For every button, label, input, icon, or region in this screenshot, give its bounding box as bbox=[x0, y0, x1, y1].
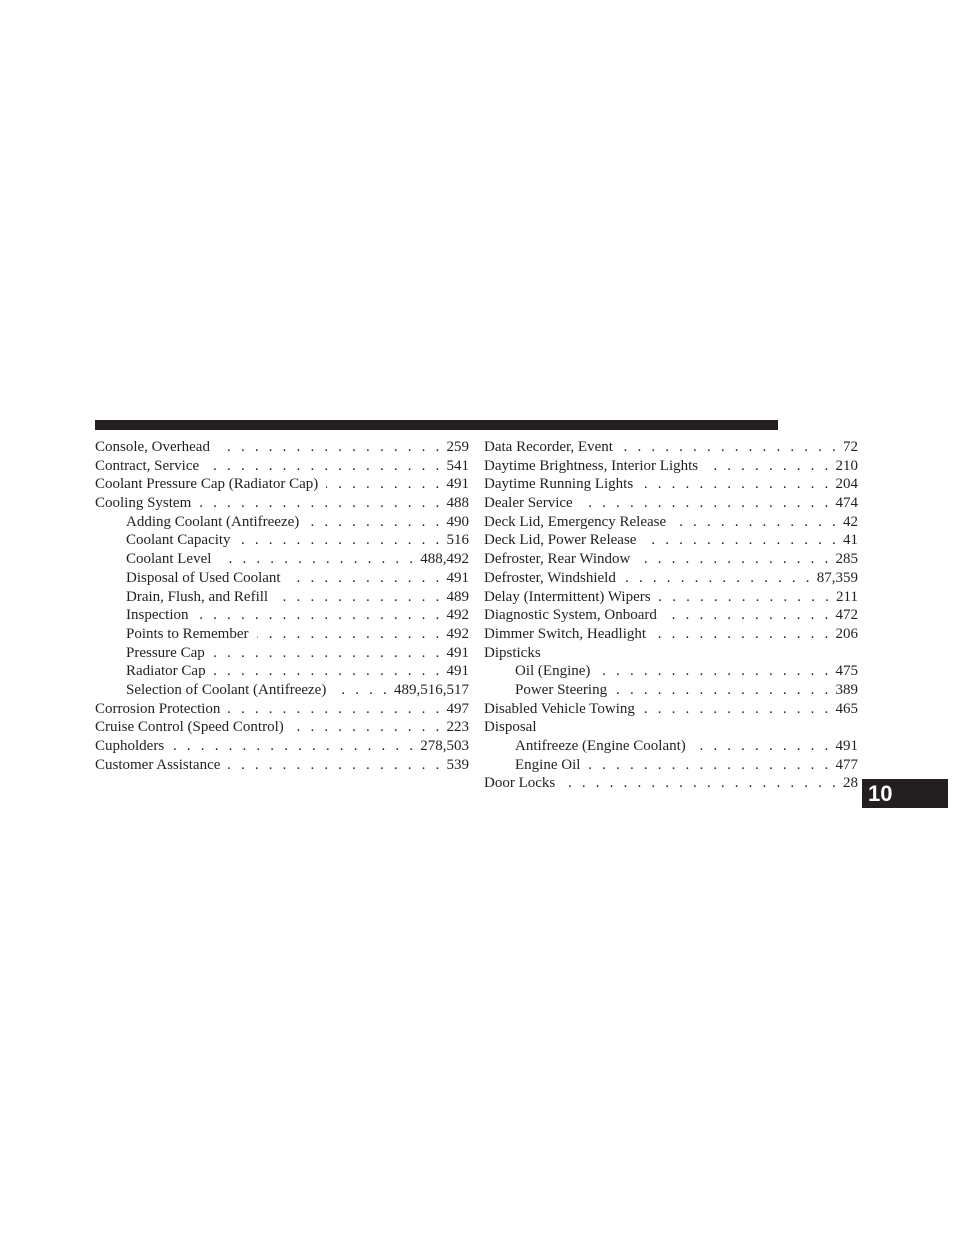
dot-leader bbox=[214, 662, 443, 681]
index-entry bbox=[95, 700, 469, 719]
entry-label: Dimmer Switch, Headlight bbox=[484, 625, 647, 642]
index-entry bbox=[484, 550, 858, 569]
index-entry bbox=[484, 569, 858, 588]
index-entry bbox=[484, 438, 858, 457]
index-subentry bbox=[95, 606, 469, 625]
index-entry bbox=[95, 737, 469, 756]
entry-page-number: 28 bbox=[843, 775, 858, 792]
entry-page-number: 489,516,517 bbox=[394, 681, 469, 698]
entry-page-number: 491 bbox=[446, 569, 469, 586]
index-entry bbox=[484, 644, 858, 663]
index-entry bbox=[484, 475, 858, 494]
entry-label: Deck Lid, Emergency Release bbox=[484, 513, 667, 530]
entry-page-number: 516 bbox=[446, 532, 469, 549]
dot-leader bbox=[694, 737, 832, 756]
entry-page-number: 87,359 bbox=[816, 569, 858, 586]
entry-label: Dipsticks bbox=[484, 644, 541, 661]
entry-label: Defroster, Windshield bbox=[484, 569, 616, 586]
dot-leader bbox=[654, 625, 831, 644]
entry-label: Power Steering bbox=[515, 681, 608, 698]
entry-label: Coolant Level bbox=[126, 551, 212, 568]
index-entry bbox=[484, 606, 858, 625]
entry-page-number: 491 bbox=[446, 476, 469, 493]
entry-label: Corrosion Protection bbox=[95, 700, 221, 717]
index-entry bbox=[95, 718, 469, 737]
dot-leader bbox=[334, 681, 390, 700]
dot-leader bbox=[588, 756, 831, 775]
index-column-right bbox=[484, 438, 858, 793]
dot-leader bbox=[228, 756, 442, 775]
entry-label: Antifreeze (Engine Coolant) bbox=[515, 738, 686, 754]
index-entry bbox=[484, 718, 858, 737]
entry-page-number: 497 bbox=[446, 700, 469, 717]
index-entry bbox=[95, 756, 469, 775]
index-column-left bbox=[95, 438, 469, 774]
index-subentry bbox=[484, 662, 858, 681]
entry-page-number: 72 bbox=[843, 439, 858, 455]
dot-leader bbox=[257, 625, 443, 644]
entry-page-number: 211 bbox=[836, 588, 858, 605]
dot-leader bbox=[581, 494, 832, 513]
index-entry bbox=[95, 438, 469, 457]
entry-label: Points to Remember bbox=[126, 625, 249, 642]
dot-leader bbox=[598, 662, 831, 681]
dot-leader bbox=[207, 457, 442, 476]
entry-page-number: 490 bbox=[446, 513, 469, 530]
entry-label: Cupholders bbox=[95, 738, 165, 754]
entry-page-number: 259 bbox=[446, 439, 469, 455]
index-entry bbox=[484, 625, 858, 644]
entry-page-number: 492 bbox=[446, 625, 469, 642]
entry-label: Contract, Service bbox=[95, 457, 200, 474]
entry-page-number: 210 bbox=[835, 457, 858, 474]
index-entry bbox=[95, 475, 469, 494]
index-entry bbox=[484, 513, 858, 532]
entry-label: Inspection bbox=[126, 607, 189, 624]
index-entry bbox=[95, 494, 469, 513]
dot-leader bbox=[644, 531, 839, 550]
dot-leader bbox=[659, 588, 832, 607]
dot-leader bbox=[638, 550, 831, 569]
entry-page-number: 488 bbox=[446, 495, 469, 512]
index-subentry bbox=[95, 550, 469, 569]
index-subentry bbox=[95, 644, 469, 663]
entry-label: Disposal bbox=[484, 719, 537, 736]
dot-leader bbox=[563, 774, 839, 793]
index-entry bbox=[484, 774, 858, 793]
index-subentry bbox=[95, 681, 469, 700]
entry-label: Oil (Engine) bbox=[515, 663, 591, 680]
dot-leader bbox=[228, 700, 442, 719]
dot-leader bbox=[219, 550, 416, 569]
section-top-rule bbox=[95, 420, 778, 430]
dot-leader bbox=[199, 494, 442, 513]
entry-label: Coolant Pressure Cap (Radiator Cap) bbox=[95, 476, 319, 493]
entry-label: Pressure Cap bbox=[126, 644, 205, 661]
entry-label: Disabled Vehicle Towing bbox=[484, 700, 635, 717]
dot-leader bbox=[674, 513, 839, 532]
dot-leader bbox=[172, 737, 416, 756]
dot-leader bbox=[615, 681, 831, 700]
dot-leader bbox=[706, 457, 831, 476]
entry-page-number: 472 bbox=[835, 607, 858, 624]
index-entry bbox=[95, 457, 469, 476]
index-entry bbox=[484, 700, 858, 719]
chapter-tab-label: 10 bbox=[868, 781, 893, 806]
entry-label: Coolant Capacity bbox=[126, 532, 231, 549]
index-subentry bbox=[484, 681, 858, 700]
entry-page-number: 204 bbox=[835, 476, 858, 493]
entry-label: Dealer Service bbox=[484, 495, 573, 512]
entry-page-number: 491 bbox=[446, 663, 469, 680]
entry-page-number: 278,503 bbox=[420, 738, 469, 754]
entry-label: Drain, Flush, and Refill bbox=[126, 588, 269, 605]
entry-page-number: 492 bbox=[446, 607, 469, 624]
dot-leader bbox=[196, 606, 442, 625]
entry-page-number: 477 bbox=[835, 756, 858, 773]
entry-label: Disposal of Used Coolant bbox=[126, 569, 281, 586]
dot-leader bbox=[641, 475, 831, 494]
dot-leader bbox=[326, 475, 442, 494]
dot-leader bbox=[621, 438, 839, 457]
dot-leader bbox=[665, 606, 832, 625]
index-subentry bbox=[95, 513, 469, 532]
dot-leader bbox=[292, 718, 443, 737]
index-entry bbox=[484, 457, 858, 476]
entry-label: Selection of Coolant (Antifreeze) bbox=[126, 681, 327, 698]
index-subentry bbox=[95, 588, 469, 607]
entry-label: Engine Oil bbox=[515, 756, 581, 773]
dot-leader bbox=[218, 438, 443, 457]
entry-page-number: 465 bbox=[835, 700, 858, 717]
entry-page-number: 488,492 bbox=[420, 551, 469, 568]
entry-page-number: 42 bbox=[843, 513, 858, 530]
index-subentry bbox=[95, 569, 469, 588]
entry-page-number: 541 bbox=[446, 457, 469, 474]
entry-label: Customer Assistance bbox=[95, 756, 221, 773]
entry-page-number: 491 bbox=[835, 738, 858, 754]
dot-leader bbox=[239, 531, 443, 550]
index-subentry bbox=[95, 531, 469, 550]
entry-label: Delay (Intermittent) Wipers bbox=[484, 588, 651, 605]
entry-page-number: 206 bbox=[835, 625, 858, 642]
entry-label: Data Recorder, Event bbox=[484, 439, 613, 455]
entry-label: Daytime Brightness, Interior Lights bbox=[484, 457, 699, 474]
entry-label: Diagnostic System, Onboard bbox=[484, 607, 657, 624]
dot-leader bbox=[624, 569, 813, 588]
entry-page-number: 41 bbox=[843, 532, 858, 549]
entry-page-number: 285 bbox=[835, 551, 858, 568]
entry-label: Adding Coolant (Antifreeze) bbox=[126, 513, 300, 530]
index-entry bbox=[484, 588, 858, 607]
index-subentry bbox=[484, 756, 858, 775]
entry-page-number: 489 bbox=[446, 588, 469, 605]
entry-page-number: 475 bbox=[835, 663, 858, 680]
index-entry bbox=[484, 531, 858, 550]
index-subentry bbox=[95, 625, 469, 644]
dot-leader bbox=[276, 588, 442, 607]
entry-label: Cooling System bbox=[95, 495, 192, 512]
dot-leader bbox=[643, 700, 832, 719]
entry-page-number: 491 bbox=[446, 644, 469, 661]
chapter-tab bbox=[862, 779, 948, 808]
entry-label: Radiator Cap bbox=[126, 663, 206, 680]
entry-label: Defroster, Rear Window bbox=[484, 551, 631, 568]
entry-page-number: 389 bbox=[835, 681, 858, 698]
index-entry bbox=[484, 494, 858, 513]
entry-page-number: 474 bbox=[835, 495, 858, 512]
dot-leader bbox=[213, 644, 443, 663]
dot-leader bbox=[289, 569, 443, 588]
index-subentry bbox=[484, 737, 858, 756]
index-subentry bbox=[95, 662, 469, 681]
entry-label: Daytime Running Lights bbox=[484, 476, 634, 493]
entry-label: Door Locks bbox=[484, 775, 556, 792]
entry-label: Console, Overhead bbox=[95, 439, 210, 455]
dot-leader bbox=[307, 513, 442, 532]
entry-label: Cruise Control (Speed Control) bbox=[95, 719, 284, 736]
entry-label: Deck Lid, Power Release bbox=[484, 532, 637, 549]
entry-page-number: 223 bbox=[446, 719, 469, 736]
entry-page-number: 539 bbox=[446, 756, 469, 773]
